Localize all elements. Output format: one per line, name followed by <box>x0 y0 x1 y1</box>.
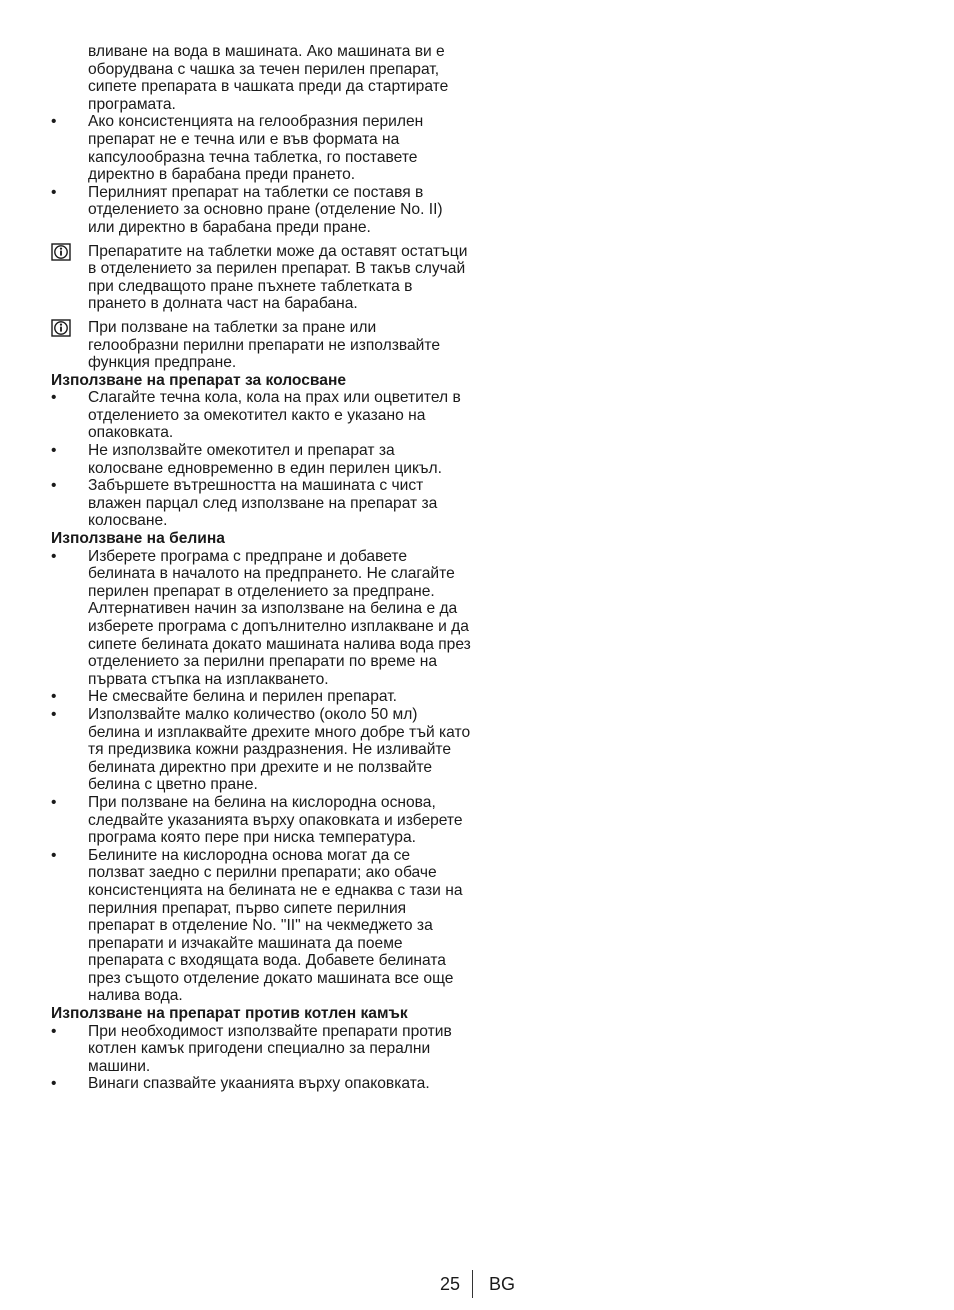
list-item-text: При необходимост използвайте препарати против котлен камък пригодени специално за перални машини. <box>88 1022 452 1075</box>
bullet-dot: • <box>51 1075 57 1093</box>
bullet-list-top <box>51 113 471 236</box>
list-item-text: Не използвайте омекотител и препарат за колосване едновременно в един перилен цикъл. <box>88 442 442 477</box>
list-item-text: Винаги спазвайте укаанията върху опаковката. <box>88 1075 430 1093</box>
section-heading: Използване на препарат за колосване <box>51 371 347 389</box>
section-heading: Използване на препарат против котлен камък <box>51 1005 408 1023</box>
content-column <box>51 43 471 1093</box>
list-item <box>51 548 471 689</box>
list-item <box>51 184 471 237</box>
info-note <box>51 319 471 372</box>
bullet-dot: • <box>51 389 57 407</box>
section-starch <box>51 372 471 530</box>
bullet-dot: • <box>51 442 57 460</box>
list-item-text: Ако консистенцията на гелообразния перилен препарат не е течна или е във формата на капсулообразна течна таблетка, го поставете директно в барабана преди прането. <box>88 113 424 184</box>
list-item <box>51 794 471 847</box>
bullet-dot: • <box>51 688 57 706</box>
note-text: Препаратите на таблетки може да оставят остатъци в отделението за перилен препарат. В такъв случай при следващото пране пъхнете таблетката в прането в долната част на барабана. <box>88 242 468 313</box>
bullet-dot: • <box>51 113 57 131</box>
list-item <box>51 1075 471 1093</box>
info-icon <box>51 243 71 261</box>
list-item-text: Не смесвайте белина и перилен препарат. <box>88 688 397 706</box>
list-item <box>51 1023 471 1076</box>
bullet-dot: • <box>51 846 57 864</box>
bullet-dot: • <box>51 183 57 201</box>
bullet-dot: • <box>51 705 57 723</box>
list-item-text: Използвайте малко количество (около 50 мл) белина и изплаквайте дрехите много добре тъй като тя предизвика кожни раздразнения. Не изливайте белината директно при дрехите и не ползвайте белина с цветно пране. <box>88 705 471 794</box>
list-item-text: При ползване на белина на кислородна основа, следвайте указанията върху опаковката и изберете програма която пере при ниска температура. <box>88 793 463 847</box>
list-item <box>51 442 471 477</box>
language-code: BG <box>489 1274 516 1294</box>
info-icon <box>51 319 71 337</box>
list-item-text: Забършете вътрешността на машината с чист влажен парцал след използване на препарат за колосване. <box>88 477 438 530</box>
list-item-text: Слагайте течна кола, кола на прах или оцветител в отделението за омекотител както е указано на опаковката. <box>88 389 461 442</box>
section-bleach <box>51 530 471 1005</box>
list-item <box>51 688 471 706</box>
list-item-text: Белините на кислородна основа могат да се ползват заедно с перилни препарати; ако обаче консистенцията на белината не е еднаква с тази на перилния препарат, първо сипете перилния препарат в отделение No. "II" на чекмеджето за препарати и изчакайте машината да поеме препарата с входящата вода. Добавете белината през същото отделение докато машината все още налива вода. <box>88 846 463 1005</box>
page-footer <box>440 1270 515 1298</box>
bullet-dot: • <box>51 793 57 811</box>
info-note <box>51 243 471 313</box>
list-item <box>51 113 471 183</box>
note-text: При ползване на таблетки за пране или гелообразни перилни препарати не използвайте функция предпране. <box>88 318 441 372</box>
intro-paragraph: вливане на вода в машината. Ако машината ви е оборудвана с чашка за течен перилен препарат, сипете препарата в чашката преди да стартирате програмата. <box>88 43 449 113</box>
section-descaler <box>51 1005 471 1093</box>
list-item <box>51 847 471 1005</box>
list-item <box>51 389 471 442</box>
bullet-dot: • <box>51 1022 57 1040</box>
bullet-dot: • <box>51 477 57 495</box>
section-heading: Използване на белина <box>51 530 225 548</box>
footer-divider <box>472 1270 473 1298</box>
bullet-dot: • <box>51 547 57 565</box>
list-item-text: Перилният препарат на таблетки се поставя в отделението за основно пране (отделение No. II) или директно в барабана преди пране. <box>88 183 443 236</box>
list-item <box>51 706 471 794</box>
list-item-text: Изберете програма с предпране и добавете белината в началото на предпрането. Не слагайте перилен препарат в отделението за предпране. Алтернативен начин за използване на белина е да изберете програма с допълнително изплакване и да сипете белината докато машината налива вода през отделението за перилни препарати по време на първата стъпка на изплакването. <box>88 547 471 688</box>
page-number: 25 <box>440 1274 461 1294</box>
list-item <box>51 477 471 530</box>
